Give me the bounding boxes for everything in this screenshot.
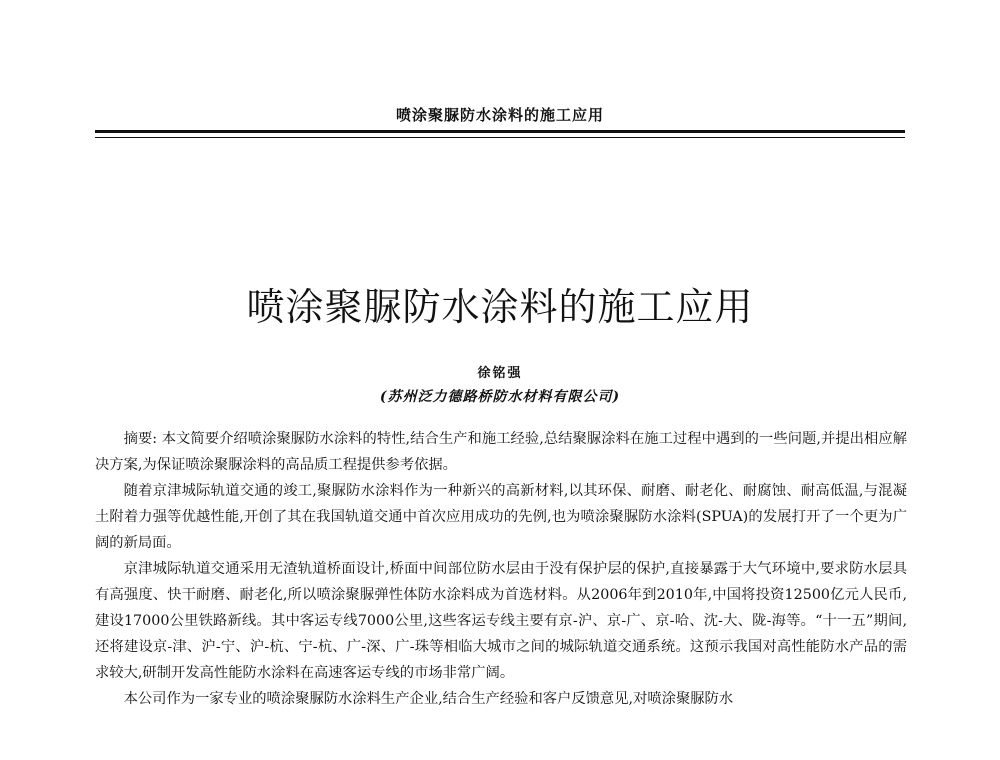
author-name: 徐铭强 — [477, 366, 523, 381]
article-body — [95, 426, 907, 712]
body-paragraph-3: 本公司作为一家专业的喷涂聚脲防水涂料生产企业,结合生产经验和客户反馈意见,对喷涂聚脲防水 — [123, 691, 734, 707]
author-affiliation: (苏州泛力德路桥防水材料有限公司) — [379, 389, 621, 405]
running-header: 喷涂聚脲防水涂料的施工应用 — [395, 106, 604, 124]
article-title: 喷涂聚脲防水涂料的施工应用 — [246, 285, 754, 329]
abstract-paragraph: 摘要: 本文简要介绍喷涂聚脲防水涂料的特性,结合生产和施工经验,总结聚脲涂料在施工过程中遇到的一些问题,并提出相应解决方案,为保证喷涂聚脲涂料的高品质工程提供参考依据。 — [95, 431, 907, 473]
header-rule-thin — [95, 137, 905, 138]
header-rule-thick — [95, 130, 905, 133]
body-paragraph-1: 随着京津城际轨道交通的竣工,聚脲防水涂料作为一种新兴的高新材料,以其环保、耐磨、耐老化、耐腐蚀、耐高低温,与混凝土附着力强等优越性能,开创了其在我国轨道交通中首次应用成功的先例,也为喷涂聚脲防水涂料(SPUA)的发展打开了一个更为广阔的新局面。 — [95, 483, 907, 551]
body-paragraph-2: 京津城际轨道交通采用无渣轨道桥面设计,桥面中间部位防水层由于没有保护层的保护,直接暴露于大气环境中,要求防水层具有高强度、快干耐磨、耐老化,所以喷涂聚脲弹性体防水涂料成为首选材料。从2006年到2010年,中国将投资12500亿元人民币,建设17000公里铁路新线。其中客运专线7000公里,这些客运专线主要有京-沪、京-广、京-哈、沈-大、陇-海等。“十一五”期间,还将建设京-津、沪-宁、沪-杭、宁-杭、广-深、广-珠等相临大城市之间的城际轨道交通系统。这预示我国对高性能防水产品的需求较大,研制开发高性能防水涂料在高速客运专线的市场非常广阔。 — [95, 561, 907, 681]
